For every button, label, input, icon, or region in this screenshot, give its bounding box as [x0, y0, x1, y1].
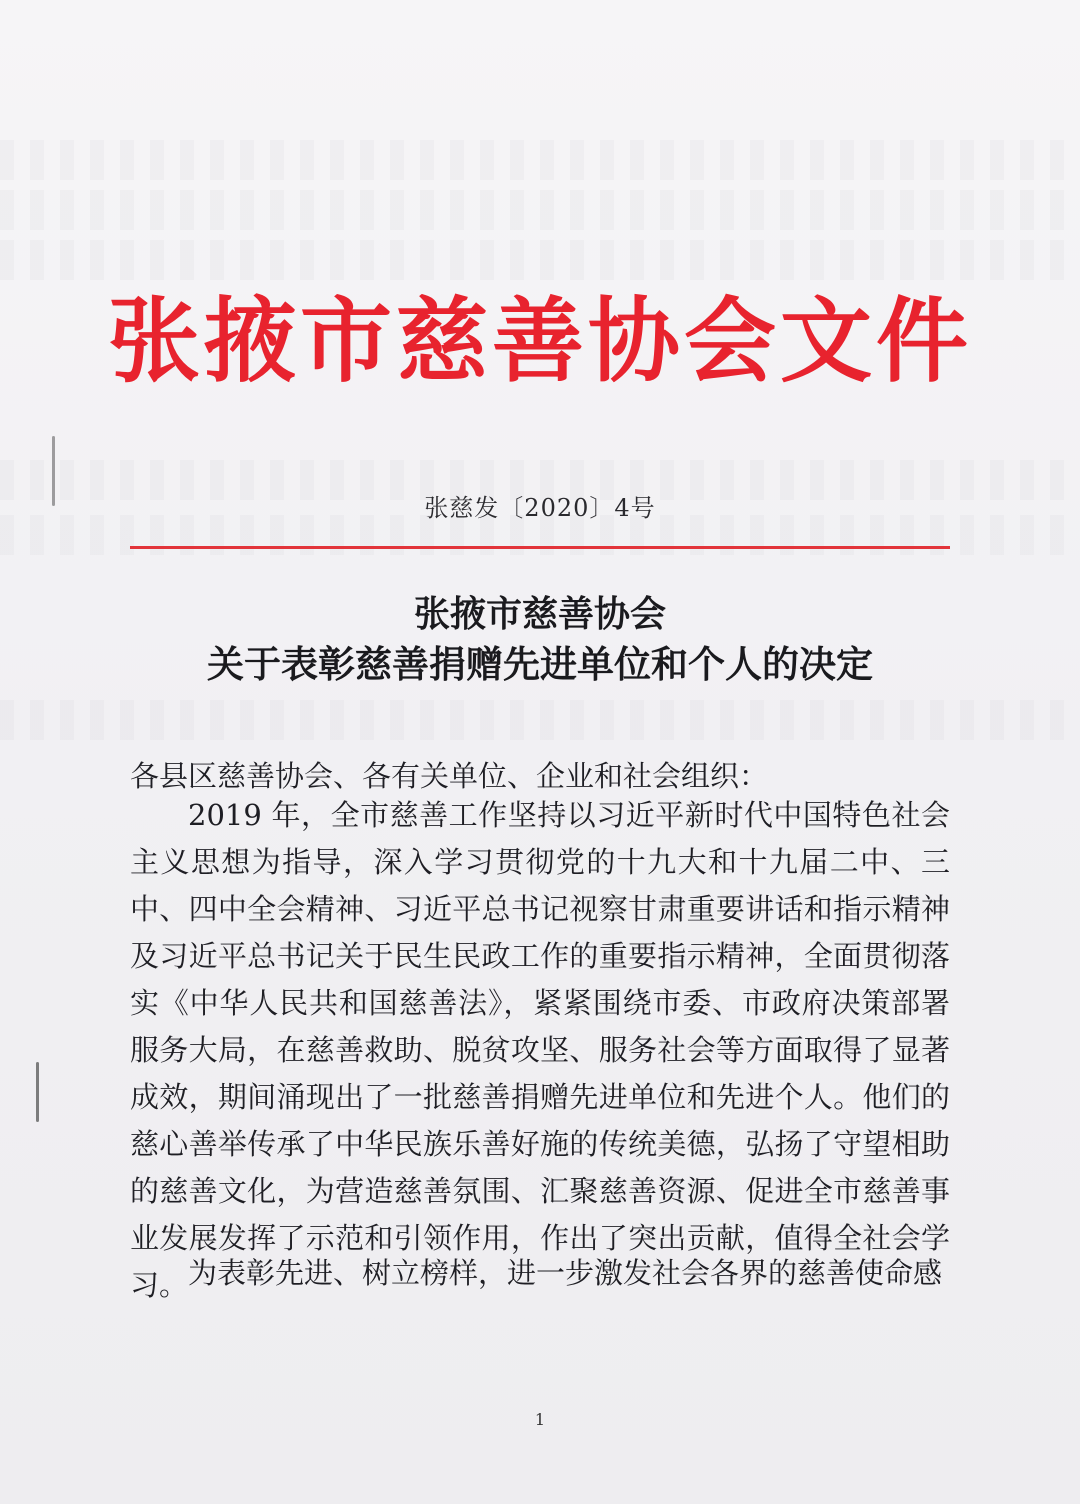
document-title-line2: 关于表彰慈善捐赠先进单位和个人的决定 — [207, 642, 873, 686]
salutation: 各县区慈善协会、各有关单位、企业和社会组织： — [130, 759, 769, 793]
binding-mark — [36, 1062, 39, 1122]
show-through-text — [0, 140, 1080, 180]
show-through-text — [0, 700, 1080, 740]
document-title-line1: 张掖市慈善协会 — [413, 593, 666, 635]
show-through-text — [0, 190, 1080, 230]
red-divider-rule — [130, 546, 950, 549]
body-paragraph-1: 2019 年，全市慈善工作坚持以习近平新时代中国特色社会主义思想为指导，深入学习贯彻党的十九大和十九届二中、三中、四中全会精神、习近平总书记视察甘肃重要讲话和指示精神及习近平总书记关于民生民政工作的重要指示精神，全面贯彻落实《中华人民共和国慈善法》，紧紧围绕市委、市政府决策部署服务大局，在慈善救助、脱贫攻坚、服务社会等方面取得了显著成效，期间涌现出了一批慈善捐赠先进单位和先进个人。他们的慈心善举传承了中华民族乐善好施的传统美德，弘扬了守望相助的慈善文化，为营造慈善氛围、汇聚慈善资源、促进全市慈善事业发展发挥了示范和引领作用，作出了突出贡献，值得全社会学习。 — [130, 798, 950, 1302]
document-number: 张慈发〔2020〕4号 — [424, 494, 656, 522]
show-through-text — [0, 240, 1080, 280]
page-number: 1 — [534, 1410, 546, 1429]
document-header-title: 张掖市慈善协会文件 — [107, 288, 972, 395]
body-paragraph-2: 为表彰先进、树立榜样，进一步激发社会各界的慈善使命感 — [188, 1256, 943, 1290]
